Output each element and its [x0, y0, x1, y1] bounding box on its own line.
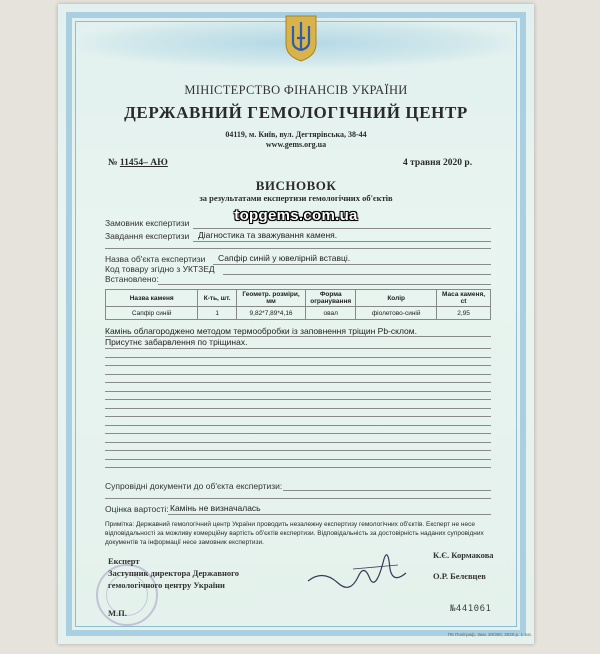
table-cell: Сапфір синій [106, 307, 198, 320]
expert-name: К.Є. Кормакова [433, 550, 494, 560]
blank-rule-line [105, 348, 491, 349]
customer-label: Замовник експертизи [105, 218, 190, 228]
table-cell: 9,82*7,89*4,16 [236, 307, 305, 320]
blank-rule-line [105, 467, 491, 468]
printer-imprint: ПК Поліграф, Зам. 30/300, 2020 р. 1 тис. [448, 632, 533, 637]
address: 04119, м. Київ, вул. Дегтярівська, 38-44 [225, 130, 367, 139]
website: www.gems.org.ua [265, 140, 327, 149]
blank-rule-line [105, 433, 491, 434]
column-header: Геометр. розміри, мм [236, 290, 305, 307]
column-header: Назва каменя [106, 290, 198, 307]
valuation-label: Оцінка вартості: [105, 504, 169, 514]
deputy-label-2: гемологічного центру України [108, 580, 225, 590]
document-subtitle: за результатами експертизи гемологічних об'єктів [199, 193, 393, 203]
trident-coat-of-arms-icon [284, 14, 318, 62]
blank-rule-line [105, 442, 491, 443]
task-label: Завдання експертизи [105, 231, 190, 241]
blank-rule-line [105, 408, 491, 409]
blank-rule-line [105, 450, 491, 451]
document-date: 4 травня 2020 р. [403, 158, 473, 168]
table-cell: овал [306, 307, 356, 320]
blank-rule-line [105, 416, 491, 417]
blank-rule-line [105, 399, 491, 400]
serial-number: №441061 [450, 604, 492, 614]
blank-rule-line [105, 425, 491, 426]
blank-rule-line [105, 459, 491, 460]
expert-label: Експерт [108, 556, 140, 566]
watermark-text: topgems.com.ua [234, 207, 358, 224]
stones-table [105, 289, 491, 320]
table-cell: 1 [198, 307, 237, 320]
blank-rule-line [105, 374, 491, 375]
column-header: Маса каменя, ct [437, 290, 491, 307]
blank-rule-line [105, 365, 491, 366]
task-value: Діагностика та зважування каменя. [198, 230, 338, 240]
document-number: № 11454– АЮ [108, 158, 168, 168]
table-row [106, 307, 491, 320]
table-cell: фіолетово-синій [356, 307, 437, 320]
center-name: ДЕРЖАВНИЙ ГЕМОЛОГІЧНИЙ ЦЕНТР [124, 103, 468, 122]
valuation-value: Камінь не визначалась [170, 503, 261, 513]
object-value: Сапфір синій у ювелірній вставці. [218, 253, 351, 263]
disclaimer-note: Примітка: Державний гемологічний центр України проводить незалежну експертизу гемологічних об'єктів. Експерт не несе відповідальності за можливу комерційну вартість об'єктів експертизи. Відповідальність за достовірність наданих супровідних документів та інформації несе замовник експертизи. [105, 521, 484, 546]
finding-line-2: Присутнє забарвлення по тріщинах. [105, 337, 248, 347]
deputy-name: О.Р. Белєвцев [433, 571, 486, 581]
deputy-label-1: Заступник директора Державного [108, 568, 240, 578]
code-label: Код товару згідно з УКТЗЕД [105, 264, 215, 274]
blank-rule-line [105, 382, 491, 383]
documents-label: Супровідні документи до об'єкта експертизи: [105, 481, 283, 491]
table-header-row [106, 290, 491, 307]
object-label: Назва об'єкта експертизи [105, 254, 206, 264]
blank-rule-line [105, 357, 491, 358]
stamp-place-label: М.П. [108, 608, 127, 618]
established-label: Встановлено: [105, 274, 159, 284]
column-header: К-ть, шт. [198, 290, 237, 307]
document-title: ВИСНОВОК [255, 178, 337, 193]
finding-line-1: Камінь облагороджено методом термообробки із заповнення тріщин Pb-склом. [105, 326, 417, 336]
signature-icon [298, 539, 418, 599]
table-cell: 2,95 [437, 307, 491, 320]
column-header: Колір [356, 290, 437, 307]
blank-rule-line [105, 391, 491, 392]
certificate-sheet [58, 4, 534, 644]
column-header: Форма огранування [306, 290, 356, 307]
ministry-name: МІНІСТЕРСТВО ФІНАНСІВ УКРАЇНИ [184, 83, 408, 97]
